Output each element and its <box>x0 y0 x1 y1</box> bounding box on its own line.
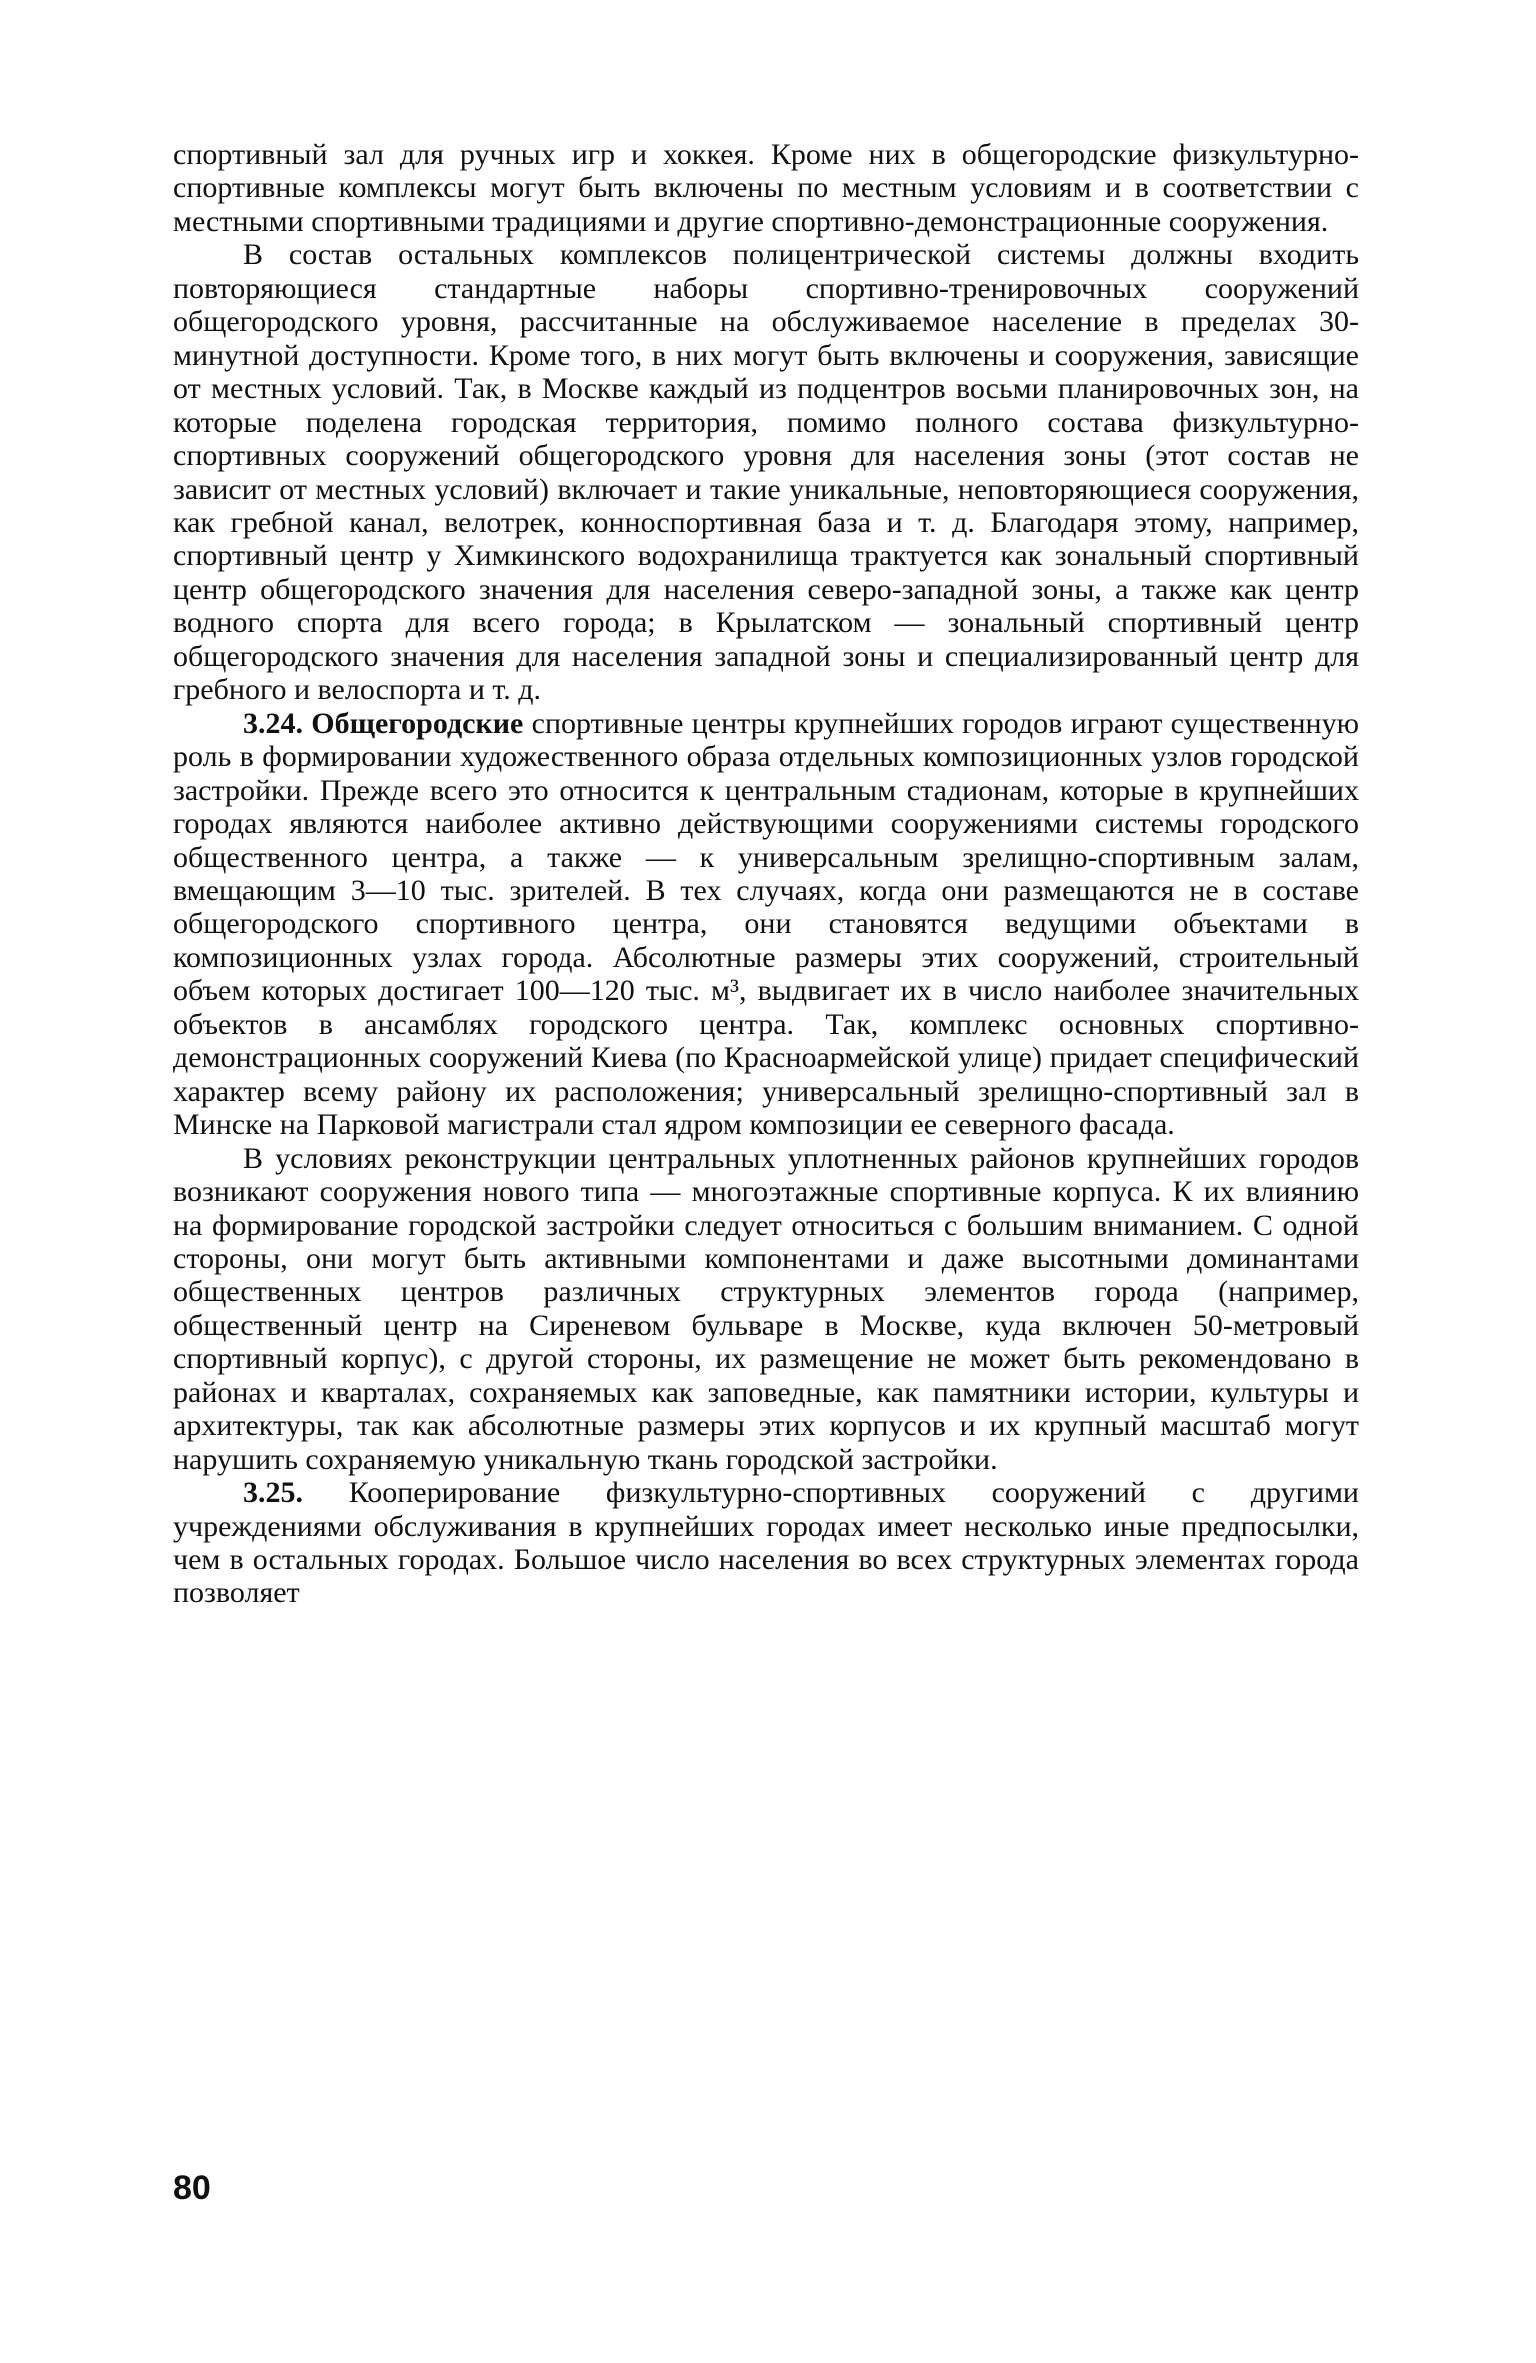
paragraph-3-25 <box>173 1476 1359 1610</box>
section-lead-word: Общегородские <box>311 706 524 740</box>
section-number: 3.25. <box>243 1476 303 1510</box>
paragraph-3-24 <box>173 707 1359 1142</box>
body-text <box>173 138 1359 1610</box>
paragraph-2 <box>173 238 1359 706</box>
paragraph-4 <box>173 1142 1359 1477</box>
paragraph-text: В состав остальных комплексов полицентрической системы должны входить повторяющиеся стандартные наборы спортивно-тренировочных сооружений общегородского уровня, рассчитанные на обслуживаемое население в пределах 30-минутной доступности. Кроме того, в них могут быть включены и сооружения, зависящие от местных условий. Так, в Москве каждый из подцентров восьми планировочных зон, на которые поделена городская территория, помимо полного состава физкультурно-спортивных сооружений общегородского уровня для населения зоны (этот состав не зависит от местных условий) включает и такие уникальные, неповторяющиеся сооружения, как гребной канал, велотрек, конноспортивная база и т. д. Благодаря этому, например, спортивный центр у Химкинского водохранилища трактуется как зональный спортивный центр общегородского значения для населения северо-западной зоны, а также как центр водного спорта для всего города; в Крылатском — зональный спортивный центр общегородского значения для населения западной зоны и специализированный центр для гребного и велоспорта и т. д. <box>173 238 1359 707</box>
paragraph-text: В условиях реконструкции центральных уплотненных районов крупнейших городов возникают сооружения нового типа — многоэтажные спортивные корпуса. К их влиянию на формирование городской застройки следует относиться с большим вниманием. С одной стороны, они могут быть активными компонентами и даже высотными доминантами общественных центров различных структурных элементов города (например, общественный центр на Сиреневом бульваре в Москве, куда включен 50-метровый спортивный корпус), с другой стороны, их размещение не может быть рекомендовано в районах и кварталах, сохраняемых как заповедные, как памятники истории, культуры и архитектуры, так как абсолютные размеры этих корпусов и их крупный масштаб могут нарушить сохраняемую уникальную ткань городской застройки. <box>173 1141 1359 1476</box>
paragraph-text: Кооперирование физкультурно-спортивных сооружений с другими учреждениями обслуживания в крупнейших городах имеет несколько иные предпосылки, чем в остальных городах. Большое число населения во всех структурных элементах города позволяет <box>173 1476 1359 1610</box>
paragraph-text: спортивный зал для ручных игр и хоккея. Кроме них в общегородские физкультурно-спортивные комплексы могут быть включены по местным условиям и в соответствии с местными спортивными традициями и другие спортивно-демонстрационные сооружения. <box>173 138 1359 238</box>
paragraph-text: спортивные центры крупнейших городов играют существенную роль в формировании художественного образа отдельных композиционных узлов городской застройки. Прежде всего это относится к центральным стадионам, которые в крупнейших городах являются наиболее активно действующими сооружениями системы городского общественного центра, а также — к универсальным зрелищно-спортивным залам, вмещающим 3—10 тыс. зрителей. В тех случаях, когда они размещаются не в составе общегородского спортивного центра, они становятся ведущими объектами в композиционных узлах города. Абсолютные размеры этих сооружений, строительный объем которых достигает 100—120 тыс. м³, выдвигает их в число наиболее значительных объектов в ансамблях городского центра. Так, комплекс основных спортивно-демонстрационных сооружений Киева (по Красноармейской улице) придает специфический характер всему району их расположения; универсальный зрелищно-спортивный зал в Минске на Парковой магистрали стал ядром композиции ее северного фасада. <box>173 706 1359 1142</box>
page-number: 80 <box>173 2169 211 2207</box>
section-number: 3.24. <box>243 706 303 740</box>
paragraph-1 <box>173 138 1359 238</box>
page-body <box>173 138 1359 1610</box>
